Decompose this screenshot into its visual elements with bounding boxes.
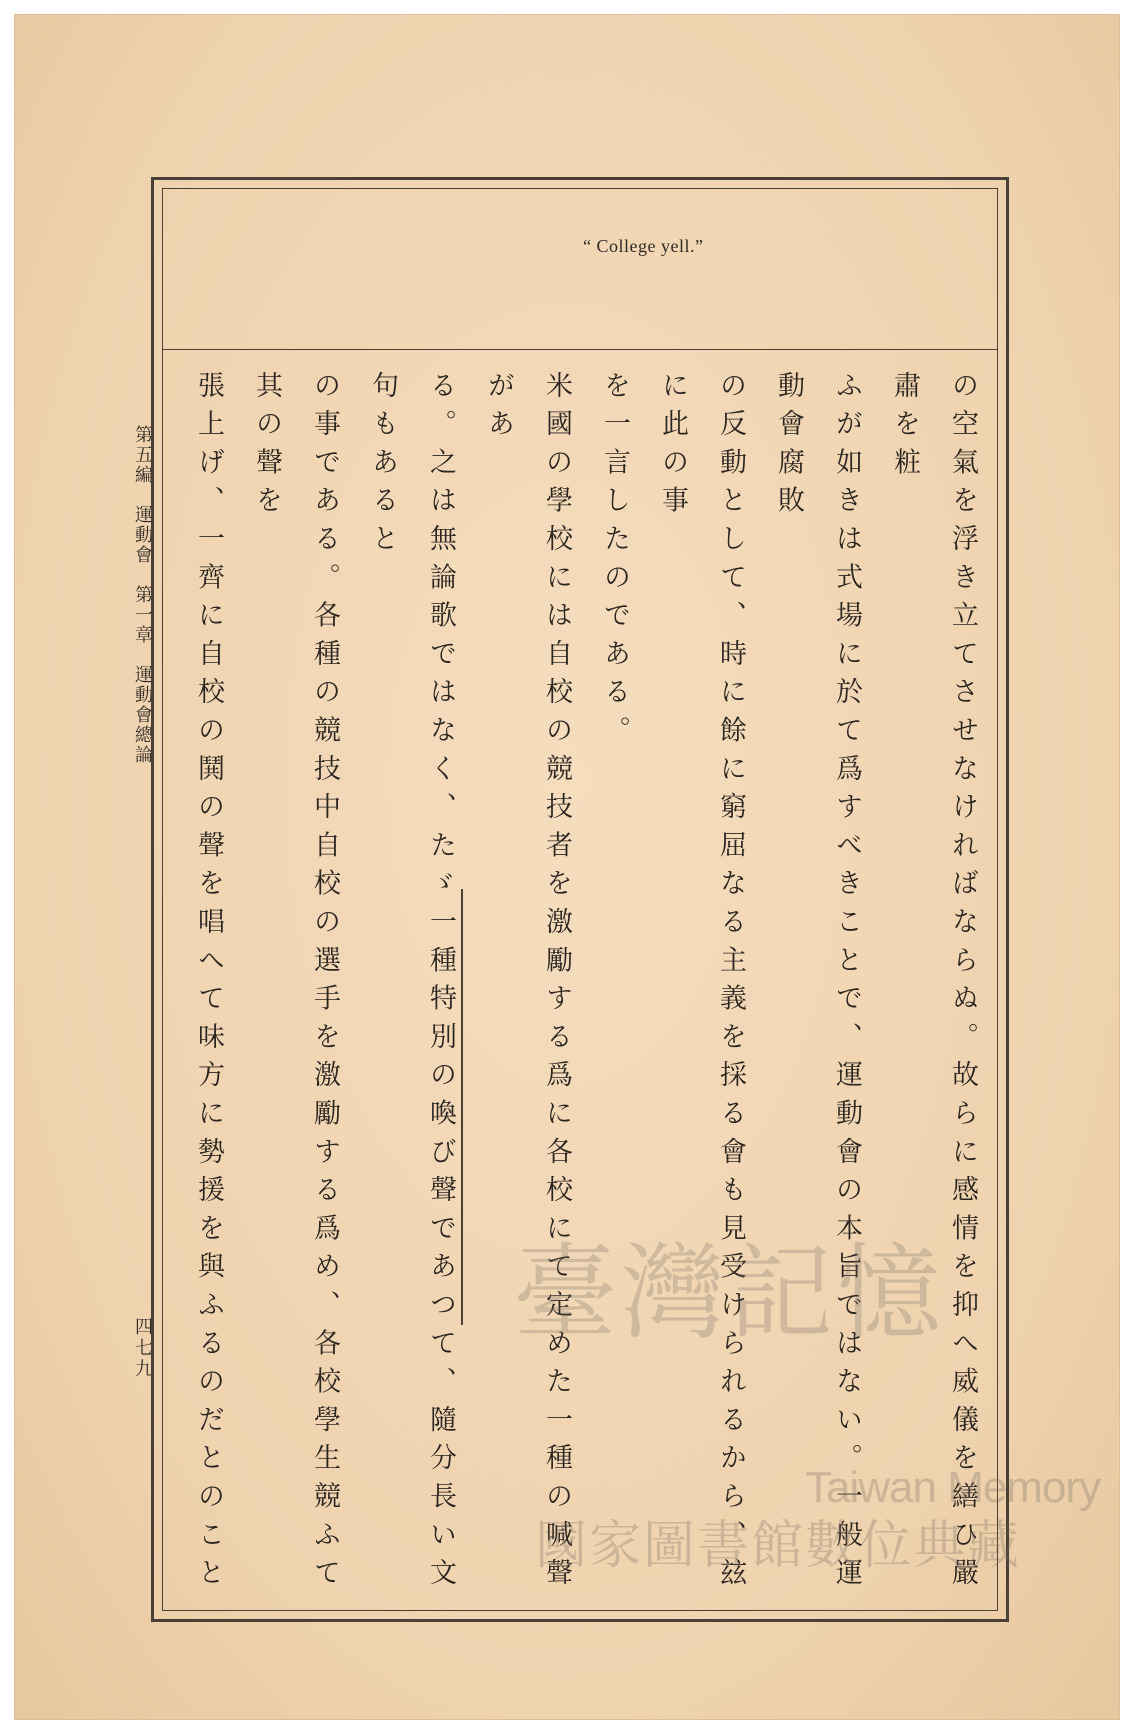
body-line: の空氣を浮き立てさせなければならぬ。故らに感情を抑へ威儀を繕ひ嚴肅を粧 bbox=[889, 371, 978, 1597]
watermark-seal-text: 臺灣記憶 bbox=[513, 1232, 946, 1354]
body-line: 張上げ、一齊に自校の鬨の聲を唱へて味方に勢援を與ふるのだとのこと bbox=[193, 371, 224, 1597]
header-band bbox=[163, 189, 997, 350]
body-line: の反動として、時に餘に窮屈なる主義を採る會も見受けられるから、玆に此の事 bbox=[657, 371, 746, 1597]
text-frame bbox=[151, 177, 1009, 1622]
text-frame-inner bbox=[162, 188, 998, 1611]
page-number: 四七九 bbox=[132, 1317, 153, 1380]
running-head: 第五編 運動會 第一章 運動會總論 bbox=[132, 425, 153, 765]
body-line: を一言したのである。 bbox=[599, 371, 630, 754]
body-line: る。之は無論歌ではなく、たゞ一種特別の喚び聲であつて、隨分長い文句もあると bbox=[367, 371, 456, 1597]
body-text bbox=[179, 371, 991, 1606]
body-line: の事である。各種の競技中自校の選手を激勵する爲め、各校學生競ふて其の聲を bbox=[251, 371, 340, 1597]
header-caption: “ College yell.” bbox=[583, 236, 704, 256]
body-line: 米國の學校には自校の競技者を激勵する爲に各校にて定めた一種の喊聲があ bbox=[483, 371, 572, 1597]
watermark-english: Taiwan Memory bbox=[805, 1463, 1101, 1512]
watermark-chinese: 國家圖書館數位典藏 bbox=[535, 1516, 1022, 1576]
book-page bbox=[14, 14, 1120, 1720]
body-line: ふが如きは式場に於て爲すべきことで、運動會の本旨ではない。一般運動會腐敗 bbox=[773, 371, 862, 1597]
